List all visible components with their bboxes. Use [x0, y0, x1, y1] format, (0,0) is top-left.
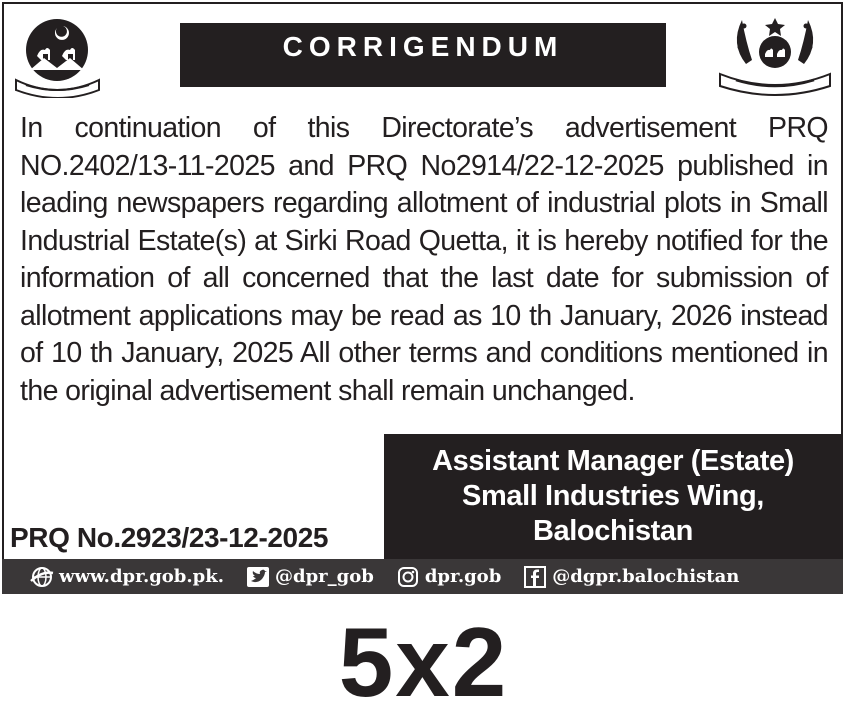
twitter-icon — [246, 566, 270, 588]
ad-size-label: 5x2 — [338, 607, 509, 717]
footer-twitter[interactable] — [246, 566, 374, 588]
globe-icon — [30, 566, 54, 588]
facebook-handle: @dgpr.balochistan — [552, 566, 740, 587]
dgpr-emblem-icon — [716, 12, 834, 96]
signatory-block — [384, 434, 842, 559]
notice-body: In continuation of this Directorate’s advertisement PRQ NO.2402/13-11-2025 and PRQ No2914/22-12-2025 published in leading newspapers regarding allotment of industrial plots in Small Industrial Estate(s) at Sirki Road Quetta, it is hereby notified for the information of all concerned that the last date for submission of allotment applications may be read as 10 th January, 2026 instead of 10 th January, 2025 All other terms and conditions mentioned in the original advertisement shall remain unchanged. — [20, 112, 828, 407]
footer-facebook[interactable] — [523, 566, 739, 588]
website-text: www.dpr.gob.pk. — [59, 566, 224, 587]
footer-bar — [2, 559, 843, 594]
signatory-designation: Assistant Manager (Estate) — [432, 445, 794, 477]
instagram-icon — [396, 566, 420, 588]
instagram-handle: dpr.gob — [424, 566, 502, 587]
signatory-department: Small Industries Wing, — [462, 480, 764, 512]
footer-website[interactable] — [30, 566, 224, 588]
footer-instagram[interactable] — [396, 566, 501, 588]
notice-title: CORRIGENDUM — [180, 23, 666, 87]
twitter-handle: @dpr_gob — [274, 566, 374, 587]
balochistan-emblem-icon — [10, 12, 105, 98]
prq-reference: PRQ No.2923/23-12-2025 — [10, 522, 329, 553]
signatory-province: Balochistan — [533, 515, 693, 547]
facebook-icon — [523, 566, 547, 588]
